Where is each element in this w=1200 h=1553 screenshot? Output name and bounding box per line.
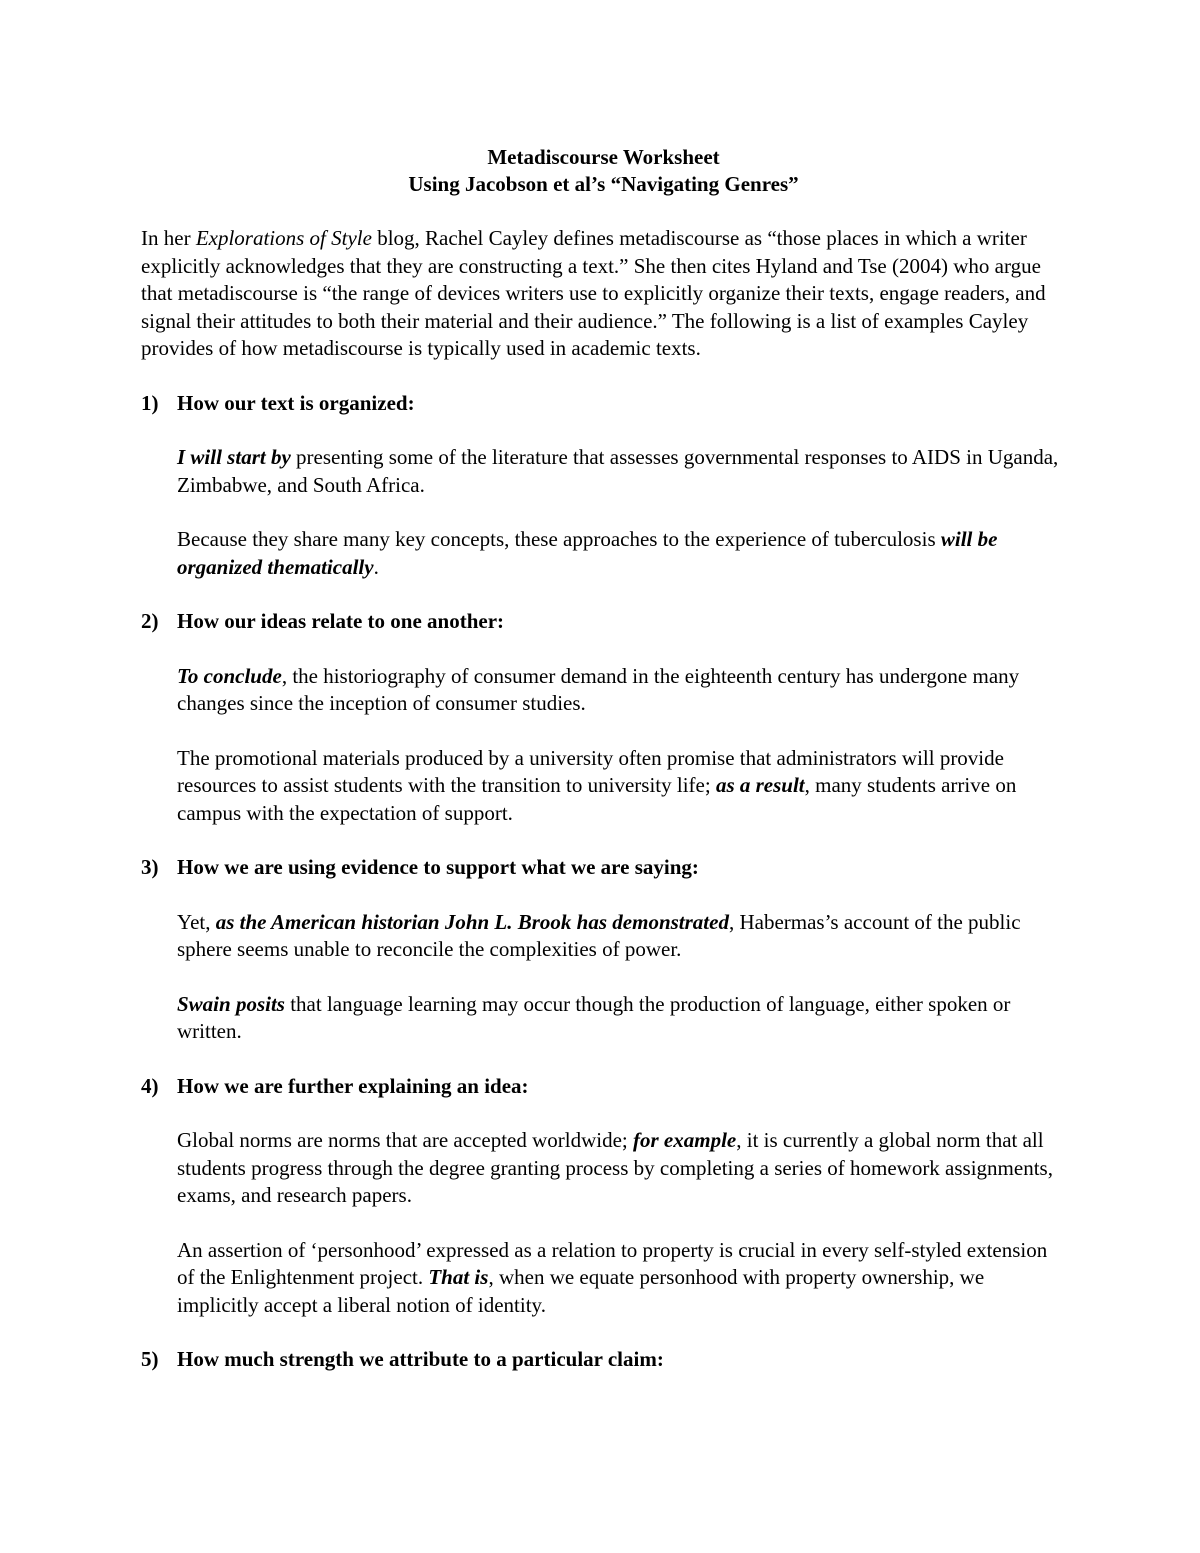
example-text: Yet, [177,909,216,934]
example-text: , it is currently a global norm that all students progress through the degree granting process by completing a series of homework assignments, exams, and research papers. [177,1128,1053,1207]
example-text: , many students arrive on campus with the expectation of support. [177,773,1017,825]
example-paragraph [177,991,1066,1046]
example-paragraph [177,663,1066,718]
example-text: An assertion of ‘personhood’ expressed as a relation to property is crucial in every self-styled extension of the Enlightenment project. [177,1237,1048,1289]
example-text: Global norms are norms that are accepted worldwide; [177,1128,634,1152]
example-paragraph [177,1237,1066,1320]
section-heading [141,1073,1066,1101]
section-heading-text: How our text is organized: [177,390,415,415]
example-emphasis: for example [633,1128,737,1152]
example-text: Because they share many key concepts, these approaches to the experience of tuberculosis [177,527,941,551]
document-page [141,144,1066,1374]
example-text: that language learning may occur though the production of language, either spoken or written. [177,991,1011,1043]
example-emphasis: will be organized thematically [177,527,998,579]
example-text: . [373,554,379,579]
example-emphasis: To conclude [177,663,282,688]
intro-blog-name: Explorations of Style [195,226,372,250]
section-heading [141,1346,1066,1374]
example-emphasis: Swain posits [177,991,285,1016]
section-5 [141,1346,1066,1374]
section-3 [141,854,1066,1046]
section-heading-text: How we are using evidence to support what we are saying: [177,855,699,879]
section-1 [141,390,1066,582]
section-heading-text: How much strength we attribute to a particular claim: [177,1347,664,1371]
section-number: 3) [141,855,159,879]
intro-text-2: blog, Rachel Cayley defines metadiscourse as “those places in which a writer explicitly acknowledges that they are constructing a text.” She then cites Hyland and Tse (2004) who argue that metadiscourse is “the range of devices writers use to explicitly organize their texts, engage readers, and signal their attitudes to both their material and their audience.” The following is a list of examples Cayley provides of how metadiscourse is typically used in academic texts. [141,226,1046,360]
document-title [141,144,1066,198]
example-text: , Habermas’s account of the public sphere seems unable to reconcile the complexities of power. [177,909,1021,961]
title-line-1: Metadiscourse Worksheet [487,145,720,169]
example-paragraph [177,444,1066,499]
section-number: 2) [141,609,159,633]
example-text: , when we equate personhood with property ownership, we implicitly accept a liberal notion of identity. [177,1265,985,1317]
example-text: The promotional materials produced by a university often promise that administrators will provide resources to assist students with the transition to university life; [177,745,1004,797]
section-heading-text: How we are further explaining an idea: [177,1073,529,1098]
example-paragraph [177,526,1066,581]
example-emphasis: as a result [715,773,805,797]
title-line-2: Using Jacobson et al’s “Navigating Genres” [408,172,799,196]
intro-text-1: In her [141,226,196,250]
section-number: 1) [141,390,159,415]
example-text: , the historiography of consumer demand in the eighteenth century has undergone many changes since the inception of consumer studies. [177,663,1020,715]
example-paragraph [177,1127,1066,1210]
example-text: presenting some of the literature that assesses governmental responses to AIDS in Uganda, Zimbabwe, and South Africa. [177,445,1059,497]
example-emphasis: I will start by [177,445,291,469]
example-emphasis: as the American historian John L. Brook has demonstrated [215,909,729,934]
example-paragraph [177,745,1066,828]
section-2 [141,608,1066,827]
section-heading [141,390,1066,418]
section-number: 4) [141,1073,159,1098]
section-4 [141,1073,1066,1320]
section-heading [141,854,1066,882]
section-number: 5) [141,1347,159,1371]
example-emphasis: That is [428,1265,489,1289]
example-paragraph [177,909,1066,964]
section-heading [141,608,1066,636]
section-heading-text: How our ideas relate to one another: [177,609,505,633]
intro-paragraph [141,225,1066,363]
